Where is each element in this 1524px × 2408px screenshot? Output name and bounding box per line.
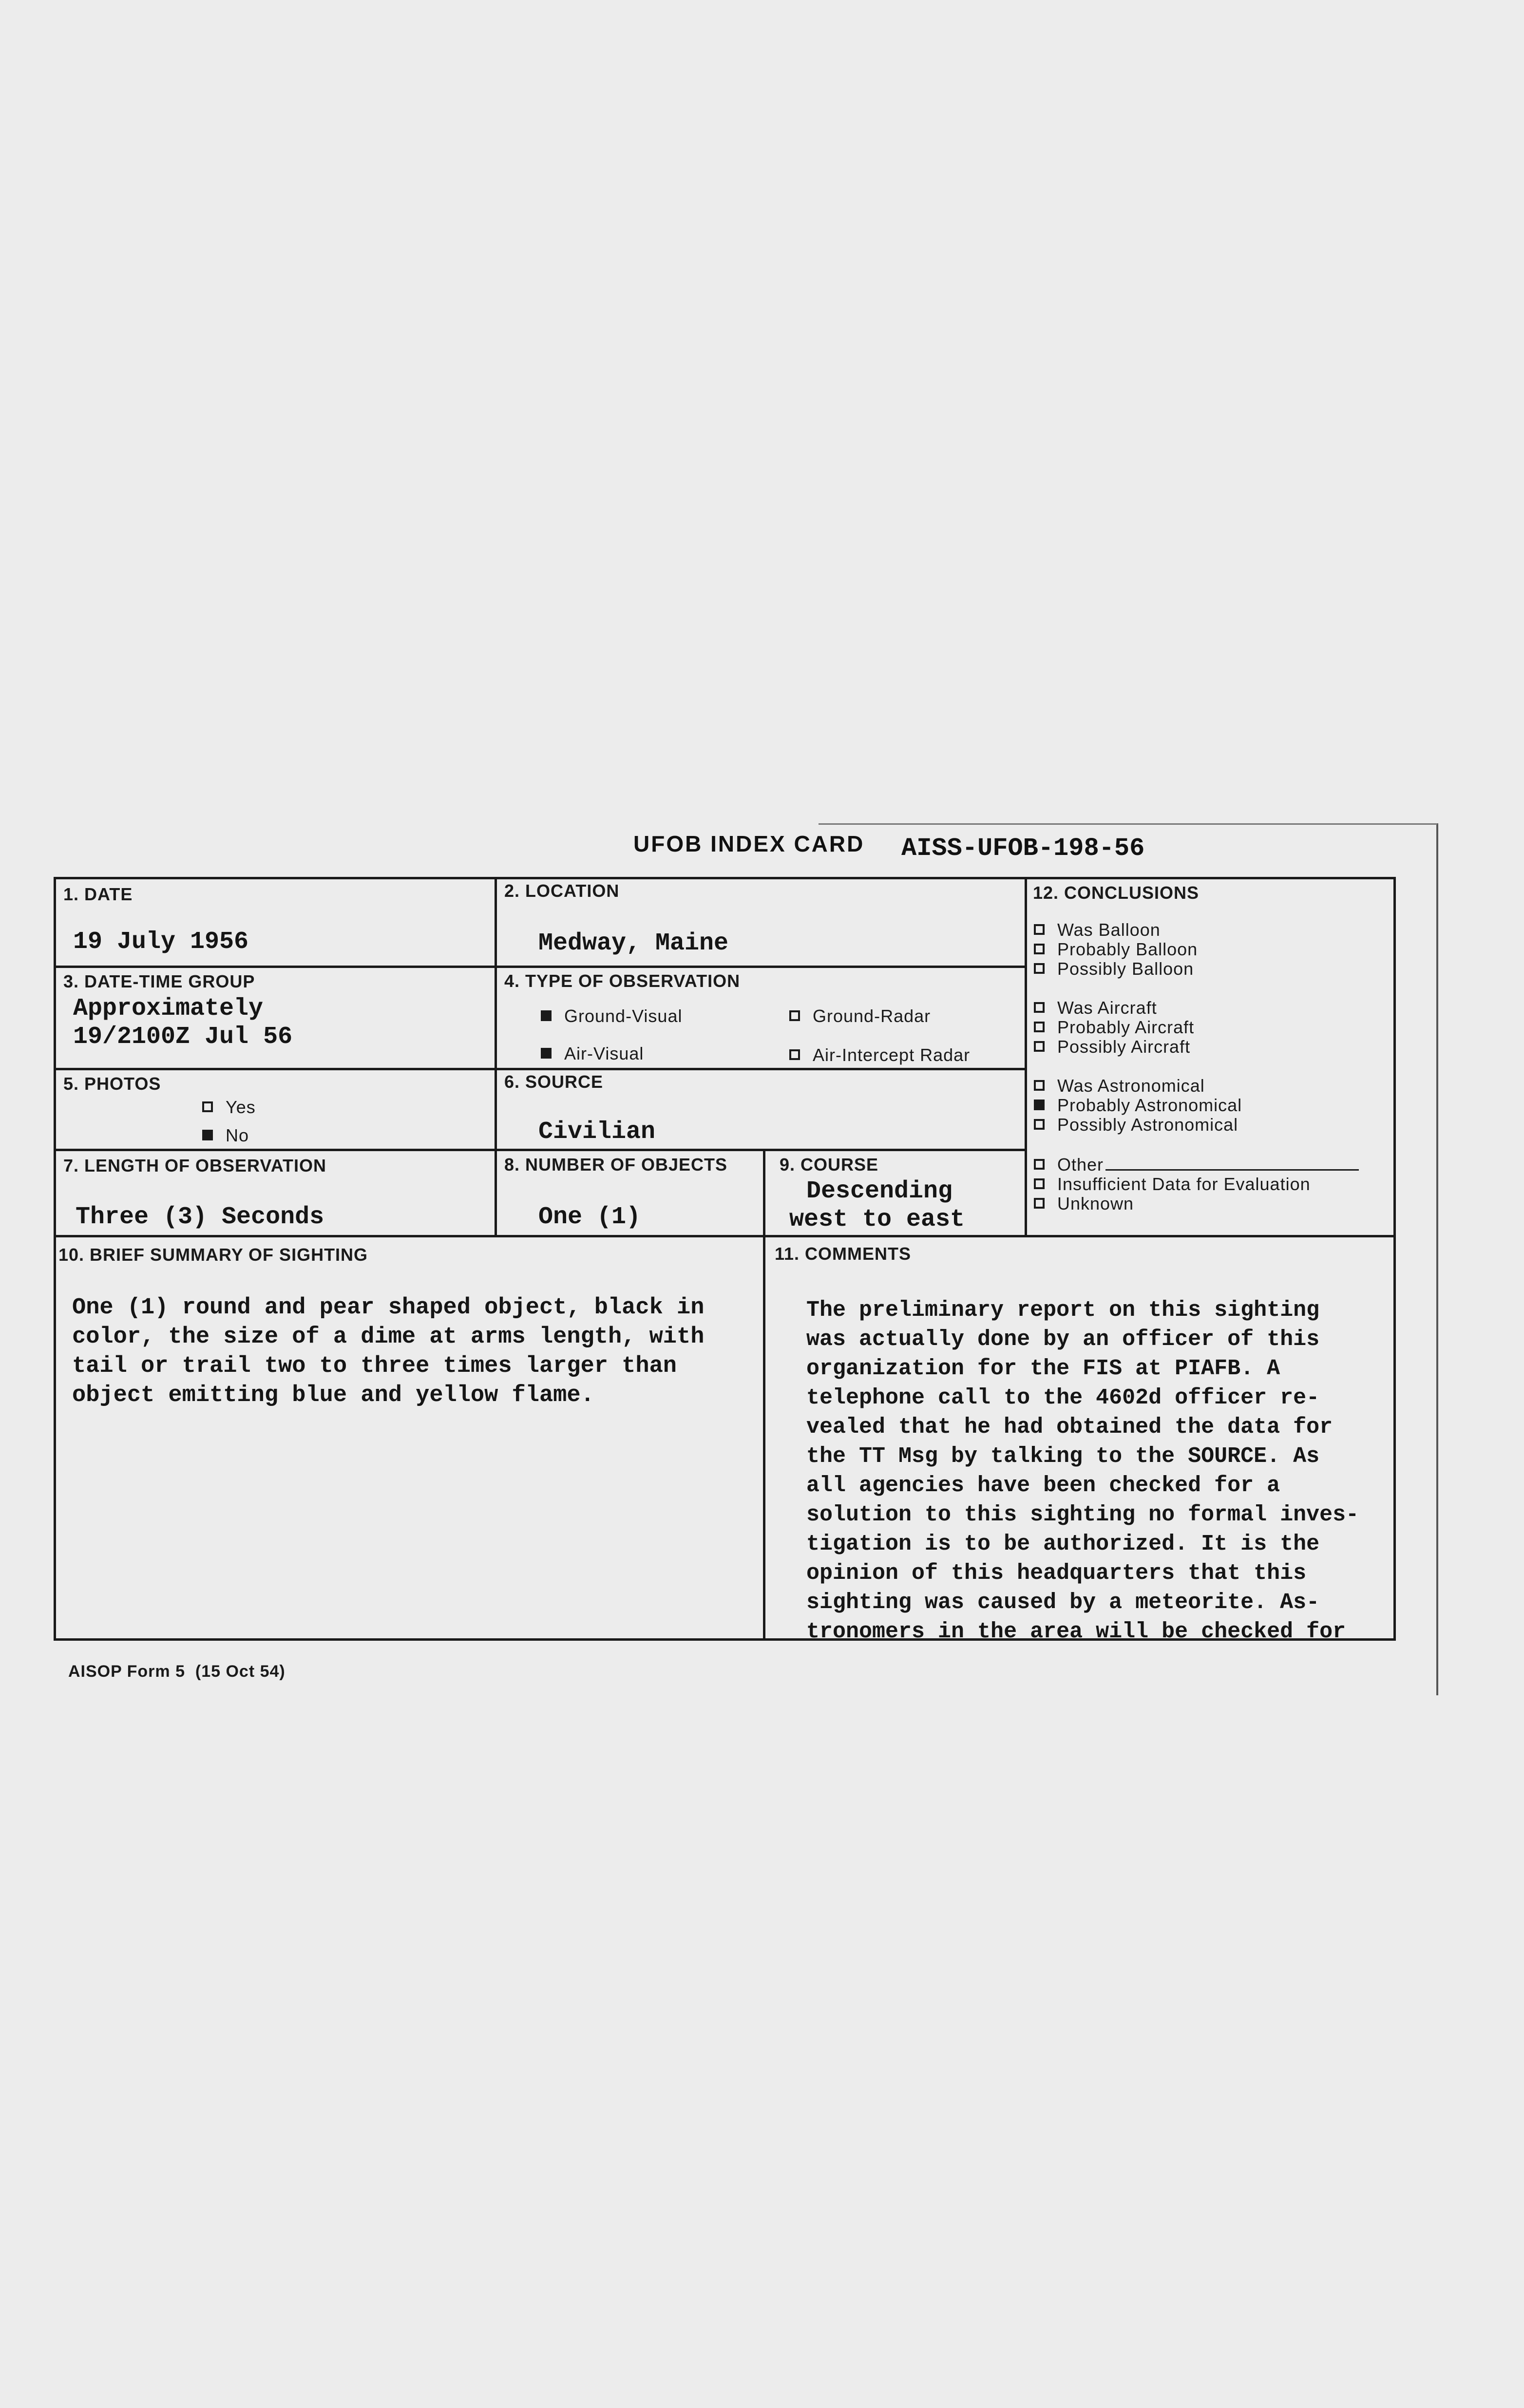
was-astronomical-label: Was Astronomical [1057,1076,1205,1096]
photos-option-no [202,1125,249,1146]
conclusion-insufficient-data [1034,1174,1311,1195]
source-value: Civilian [538,1118,656,1146]
photos-label: 5. PHOTOS [63,1074,161,1094]
photos-yes-checkbox[interactable] [202,1101,213,1112]
location-label: 2. LOCATION [504,881,620,901]
date-value: 19 July 1956 [73,928,249,956]
comments-line: solution to this sighting no formal inves- [806,1502,1359,1527]
photos-no-label: No [226,1125,249,1145]
comments-line: organization for the FIS at PIAFB. A [806,1356,1280,1381]
summary-label: 10. BRIEF SUMMARY OF SIGHTING [58,1245,368,1265]
other-checkbox[interactable] [1034,1159,1045,1170]
probably-astronomical-checkbox[interactable] [1034,1100,1045,1110]
form-top-border [54,877,1396,879]
vline-course [763,1149,765,1641]
conclusion-possibly-balloon [1034,959,1194,979]
length-label: 7. LENGTH OF OBSERVATION [63,1156,327,1176]
possibly-aircraft-checkbox[interactable] [1034,1041,1045,1052]
ground-visual-checkbox[interactable] [541,1010,552,1021]
possibly-astronomical-checkbox[interactable] [1034,1119,1045,1130]
was-balloon-label: Was Balloon [1057,920,1161,940]
summary-text [72,1293,704,1410]
hline-dtg [54,1068,497,1070]
conclusion-probably-aircraft [1034,1017,1194,1038]
possibly-aircraft-label: Possibly Aircraft [1057,1037,1191,1057]
dtg-value-line2: 19/2100Z Jul 56 [73,1023,293,1051]
probably-aircraft-label: Probably Aircraft [1057,1017,1195,1037]
course-label: 9. COURSE [780,1155,879,1175]
possibly-balloon-checkbox[interactable] [1034,963,1045,974]
source-label: 6. SOURCE [504,1072,604,1092]
air-intercept-radar-label: Air-Intercept Radar [813,1045,971,1065]
course-value-line2: west to east [789,1206,965,1233]
comments-line: telephone call to the 4602d officer re- [806,1385,1320,1410]
probably-balloon-checkbox[interactable] [1034,944,1045,954]
date-label: 1. DATE [63,884,133,904]
form-bottom-left [54,1638,765,1641]
conclusion-other [1034,1155,1359,1175]
conclusion-possibly-aircraft [1034,1037,1190,1057]
form-right-border [1393,877,1396,1641]
type-option-air-intercept-radar [789,1045,970,1065]
course-value-line1: Descending [806,1177,953,1205]
was-aircraft-label: Was Aircraft [1057,998,1157,1018]
type-label: 4. TYPE OF OBSERVATION [504,971,741,991]
number-value: One (1) [538,1203,641,1231]
ground-radar-label: Ground-Radar [813,1006,931,1026]
vline-conclusions [1025,877,1027,1235]
possibly-balloon-label: Possibly Balloon [1057,959,1194,979]
comments-line: was actually done by an officer of this [806,1327,1320,1352]
number-label: 8. NUMBER OF OBJECTS [504,1155,728,1175]
conclusion-was-aircraft [1034,998,1157,1018]
hline-location [495,966,1027,968]
card-edge-top [819,823,1437,825]
conclusion-probably-balloon [1034,939,1198,960]
other-blank-line[interactable] [1105,1155,1359,1171]
possibly-astronomical-label: Possibly Astronomical [1057,1115,1238,1135]
conclusion-possibly-astronomical [1034,1115,1238,1135]
photos-yes-label: Yes [226,1097,256,1117]
air-visual-label: Air-Visual [564,1043,644,1063]
comments-line: The preliminary report on this sighting [806,1298,1320,1323]
ground-visual-label: Ground-Visual [564,1006,683,1026]
unknown-label: Unknown [1057,1194,1134,1213]
form-footer: AISOP Form 5 (15 Oct 54) [68,1662,286,1681]
conclusion-was-astronomical [1034,1076,1205,1096]
hline-date [54,966,497,968]
comments-text [806,1296,1359,1647]
other-label: Other [1057,1155,1104,1175]
card-number: AISS-UFOB-198-56 [901,834,1145,863]
type-option-ground-radar [789,1006,931,1026]
probably-astronomical-label: Probably Astronomical [1057,1095,1242,1115]
type-option-air-visual [541,1043,644,1064]
comments-line: opinion of this headquarters that this [806,1561,1307,1586]
probably-aircraft-checkbox[interactable] [1034,1022,1045,1032]
conclusion-was-balloon [1034,920,1161,940]
comments-label: 11. COMMENTS [775,1244,912,1264]
air-visual-checkbox[interactable] [541,1048,552,1059]
comments-line: the TT Msg by talking to the SOURCE. As [806,1444,1320,1469]
hline-photos [54,1149,1027,1151]
dtg-label: 3. DATE-TIME GROUP [63,971,255,991]
was-astronomical-checkbox[interactable] [1034,1080,1045,1091]
card-edge-right [1436,823,1438,1695]
comments-line: tigation is to be authorized. It is the [806,1532,1320,1556]
hline-type [495,1068,1027,1070]
comments-line: vealed that he had obtained the data for [806,1415,1333,1440]
unknown-checkbox[interactable] [1034,1198,1045,1209]
photos-no-checkbox[interactable] [202,1130,213,1140]
dtg-value-line1: Approximately [73,995,264,1023]
comments-line: all agencies have been checked for a [806,1473,1280,1498]
conclusion-unknown [1034,1194,1134,1214]
air-intercept-radar-checkbox[interactable] [789,1049,800,1060]
conclusions-label: 12. CONCLUSIONS [1033,883,1200,903]
insufficient-data-checkbox[interactable] [1034,1178,1045,1189]
insufficient-data-label: Insufficient Data for Evaluation [1057,1174,1311,1194]
type-option-ground-visual [541,1006,682,1026]
summary-line: color, the size of a dime at arms length, with [72,1324,705,1350]
location-value: Medway, Maine [538,929,729,957]
summary-line: object emitting blue and yellow flame. [72,1383,594,1408]
card-title: UFOB INDEX CARD [633,831,865,856]
ground-radar-checkbox[interactable] [789,1010,800,1021]
conclusion-probably-astronomical [1034,1095,1242,1116]
was-aircraft-checkbox[interactable] [1034,1002,1045,1013]
summary-line: tail or trail two to three times larger than [72,1353,677,1379]
was-balloon-checkbox[interactable] [1034,924,1045,935]
form-left-border [54,877,56,1641]
photos-option-yes [202,1097,256,1118]
comments-line: sighting was caused by a meteorite. As- [806,1590,1320,1615]
probably-balloon-label: Probably Balloon [1057,939,1198,959]
length-value: Three (3) Seconds [76,1203,324,1231]
comments-line: tronomers in the area will be checked for [806,1619,1346,1644]
vline-left-column [495,877,497,1235]
hline-length [54,1235,1396,1237]
summary-line: One (1) round and pear shaped object, black in [72,1295,705,1321]
